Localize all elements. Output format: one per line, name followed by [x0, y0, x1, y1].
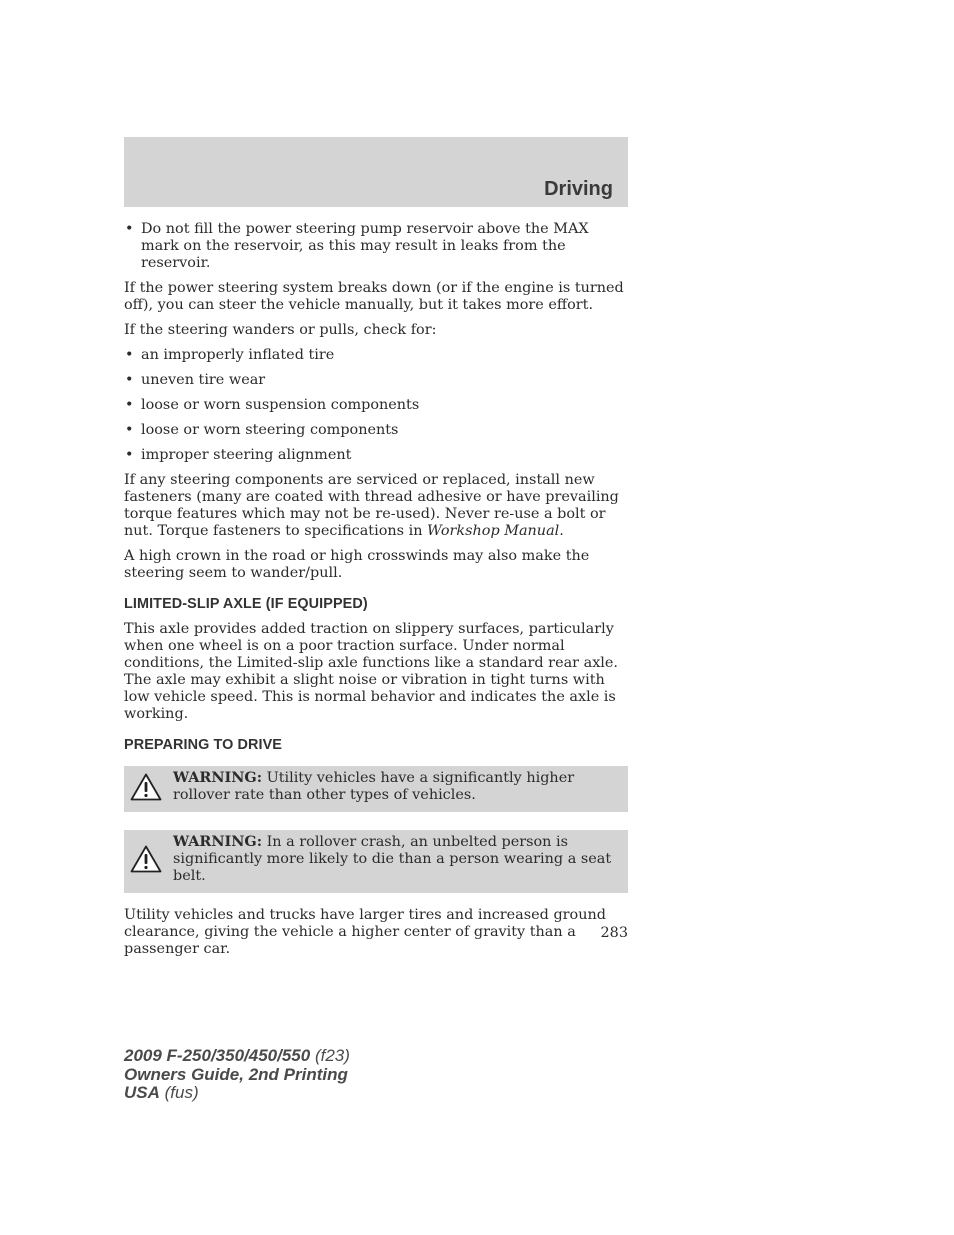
warning-message: Utility vehicles have a significantly higher rollover rate than other types of vehicles.	[173, 770, 575, 803]
top-bullet-list	[124, 221, 628, 272]
section-title: Driving	[544, 178, 613, 200]
limited-slip-body: This axle provides added traction on slippery surfaces, particularly when one wheel is on a poor traction surface. Under normal conditions, the Limited-slip axle functions like a standard rear axle. The axle may exhibit a slight noise or vibration in tight turns with low vehicle speed. This is normal behavior and indicates the axle is working.	[124, 621, 619, 722]
list-item: • loose or worn steering components	[124, 422, 628, 439]
section-header-band	[124, 137, 628, 207]
workshop-manual-reference: Workshop Manual	[427, 523, 560, 539]
warning-box-rollover-crash	[124, 830, 628, 893]
page-content	[124, 221, 628, 966]
warning-box-rollover-rate	[124, 766, 628, 812]
paragraph-fasteners	[124, 472, 628, 540]
footer-line-model	[124, 1047, 350, 1066]
limited-slip-heading: LIMITED-SLIP AXLE (IF EQUIPPED)	[124, 596, 368, 612]
list-item: • Do not fill the power steering pump reservoir above the MAX mark on the reservoir, as this may result in leaks from the reservoir.	[124, 221, 628, 272]
warning-label: WARNING:	[173, 769, 263, 786]
warning-triangle-icon	[130, 773, 162, 801]
footer-market: USA	[124, 1083, 160, 1102]
warning-triangle-icon	[130, 845, 162, 873]
list-item: • an improperly inflated tire	[124, 347, 628, 364]
page-number: 283	[600, 925, 628, 941]
list-item: • loose or worn suspension components	[124, 397, 628, 414]
list-item: • uneven tire wear	[124, 372, 628, 389]
warning-text	[173, 833, 620, 885]
footer-model: 2009 F-250/350/450/550	[124, 1046, 311, 1065]
document-footer	[124, 1047, 350, 1103]
footer-line-guide: Owners Guide, 2nd Printing	[124, 1064, 348, 1084]
footer-market-code: (fus)	[159, 1083, 199, 1102]
paragraph-fasteners-end: .	[559, 523, 564, 539]
list-item: • improper steering alignment	[124, 447, 628, 464]
warning-label: WARNING:	[173, 833, 263, 850]
paragraph-fasteners-text: If any steering components are serviced or replaced, install new fasteners (many are coated with thread adhesive or have prevailing torque features which may not be re-used). Never re-use a bolt or nut. Torque fasteners to specifications in	[124, 472, 619, 539]
paragraph-high-crown: A high crown in the road or high crosswinds may also make the steering seem to wander/pull.	[124, 548, 590, 581]
paragraph-power-steering-breakdown: If the power steering system breaks down (or if the engine is turned off), you can steer the vehicle manually, but it takes more effort.	[124, 280, 624, 313]
paragraph-center-of-gravity: Utility vehicles and trucks have larger tires and increased ground clearance, giving the vehicle a higher center of gravity than a passenger car.	[124, 907, 606, 957]
steering-check-list	[124, 347, 628, 464]
warning-message: In a rollover crash, an unbelted person is significantly more likely to die than a person wearing a seat belt.	[173, 834, 612, 884]
footer-line-market	[124, 1084, 350, 1103]
warning-text	[173, 769, 620, 804]
footer-model-code: (f23)	[310, 1046, 350, 1065]
paragraph-check-for: If the steering wanders or pulls, check for:	[124, 322, 437, 338]
preparing-to-drive-heading: PREPARING TO DRIVE	[124, 737, 282, 753]
